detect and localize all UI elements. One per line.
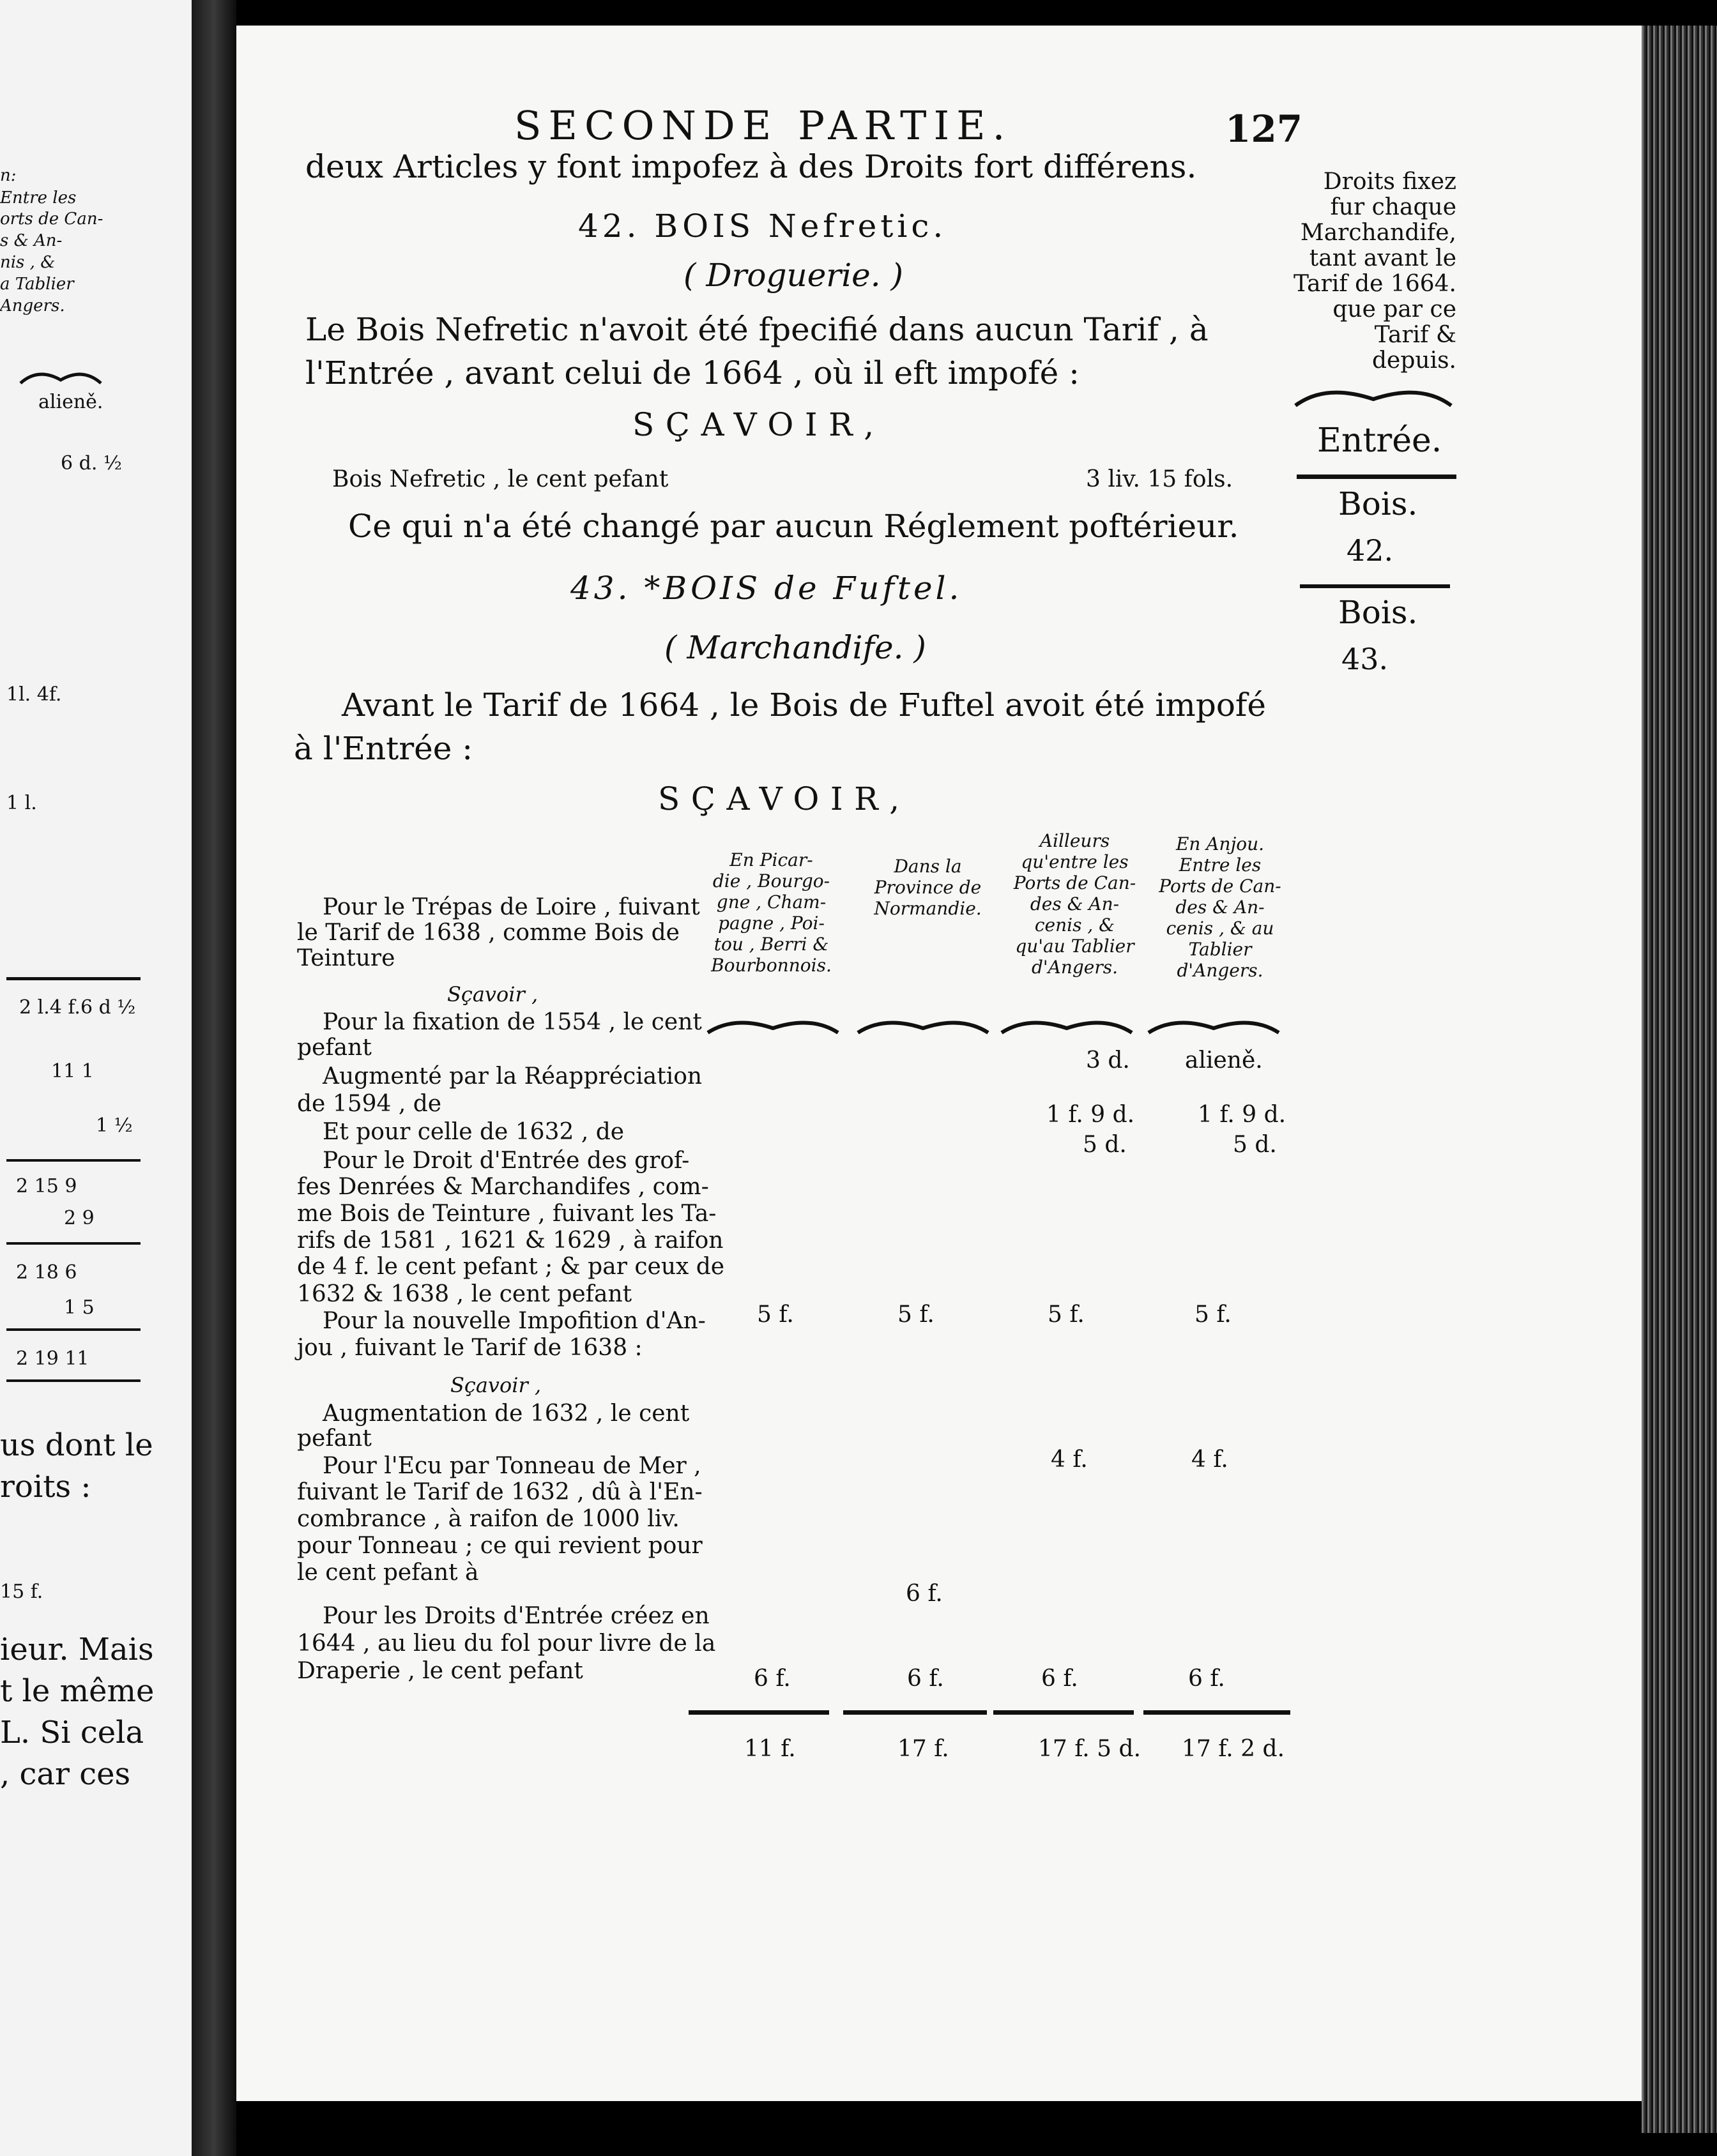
page-edges bbox=[1642, 26, 1717, 2133]
cell-value: 1 f. 9 d. bbox=[1046, 1102, 1135, 1128]
cell-value: 5 f. bbox=[757, 1302, 794, 1328]
article-43-title: 43. *BOIS de Fuftel. bbox=[570, 570, 963, 607]
column-brace bbox=[1000, 1012, 1134, 1038]
row-label-line: rifs de 1581 , 1621 & 1629 , à raifon bbox=[297, 1227, 724, 1254]
column-brace bbox=[706, 1012, 840, 1038]
left-rule bbox=[6, 1328, 141, 1331]
column-header-normandie bbox=[859, 856, 996, 919]
column-header-line: Dans la bbox=[894, 856, 962, 877]
left-rule bbox=[6, 977, 141, 980]
cell-value: 6 f. bbox=[906, 1581, 943, 1607]
column-header-line: Entre les bbox=[1179, 854, 1262, 876]
cell-value: 6 f. bbox=[907, 1666, 944, 1692]
left-brace bbox=[19, 364, 102, 390]
article-42-category: ( Droguerie. ) bbox=[683, 257, 904, 294]
previous-page-strip bbox=[0, 0, 192, 2156]
column-header-anjou bbox=[1150, 833, 1290, 981]
cell-value: 4 f. bbox=[1051, 1446, 1088, 1473]
continuation-line: deux Articles y font impofez à des Droits fort différens. bbox=[305, 148, 1197, 185]
running-title: SECONDE PARTIE. bbox=[514, 102, 1012, 149]
column-header-line: qu'entre les bbox=[1021, 851, 1129, 872]
row-label-line: me Bois de Teinture , fuivant les Ta- bbox=[297, 1201, 717, 1227]
left-page-line: 2 l.4 f.6 d ½ bbox=[19, 996, 136, 1019]
row-label-line: Et pour celle de 1632 , de bbox=[323, 1119, 625, 1145]
row-label-line: de 1594 , de bbox=[297, 1091, 442, 1117]
column-header-line: cenis , & au bbox=[1166, 918, 1274, 939]
left-page-line: Entre les bbox=[0, 188, 77, 208]
left-page-line: 1 ½ bbox=[96, 1114, 133, 1137]
total-anjou: 17 f. 2 d. bbox=[1182, 1736, 1285, 1762]
left-page-line: s & An- bbox=[0, 231, 63, 250]
left-page-line: 2 9 bbox=[64, 1207, 95, 1229]
row-label-line: jou , fuivant le Tarif de 1638 : bbox=[297, 1335, 643, 1361]
column-header-ailleurs bbox=[1003, 830, 1147, 978]
scavoir-heading: SÇAVOIR, bbox=[658, 780, 911, 817]
left-page-line: us dont le bbox=[0, 1427, 153, 1463]
column-header-line: d'Angers. bbox=[1031, 957, 1118, 978]
total-rule bbox=[993, 1710, 1134, 1715]
left-page-line: a Tablier bbox=[0, 275, 74, 294]
row-label-line: Pour les Droits d'Entrée créez en bbox=[323, 1603, 710, 1629]
left-page-line: L. Si cela bbox=[0, 1715, 144, 1750]
margin-num-42: 42. bbox=[1347, 533, 1394, 568]
article-42-conclusion: Ce qui n'a été changé par aucun Réglement poftérieur. bbox=[348, 508, 1239, 545]
cell-value: 5 d. bbox=[1083, 1132, 1127, 1158]
left-page-line: 2 15 9 bbox=[16, 1175, 77, 1197]
cell-value: 5 f. bbox=[897, 1302, 935, 1328]
left-rule bbox=[6, 1379, 141, 1382]
cell-value: 6 f. bbox=[1188, 1666, 1225, 1692]
article-42-paragraph-line-1: Le Bois Nefretic n'avoit été fpecifié dans aucun Tarif , à bbox=[305, 311, 1209, 348]
left-page-line: t le même bbox=[0, 1673, 155, 1709]
column-header-line: qu'au Tablier bbox=[1015, 936, 1134, 957]
column-header-line: En Picar- bbox=[729, 849, 813, 870]
margin-rule bbox=[1297, 474, 1456, 479]
scavoir-heading: SÇAVOIR, bbox=[632, 406, 885, 443]
left-page-line: n: bbox=[0, 166, 17, 185]
row-label-line: Augmenté par la Réappréciation bbox=[323, 1063, 703, 1089]
row-label-line: le Tarif de 1638 , comme Bois de bbox=[297, 920, 680, 946]
cell-value: 5 d. bbox=[1233, 1132, 1277, 1158]
left-page-line: Angers. bbox=[0, 296, 65, 315]
cell-value: 6 f. bbox=[1041, 1666, 1078, 1692]
left-page-line: 6 d. ½ bbox=[61, 452, 122, 474]
left-page-line: , car ces bbox=[0, 1756, 131, 1792]
total-picardie: 11 f. bbox=[744, 1736, 796, 1762]
row-label-line: Draperie , le cent pefant bbox=[297, 1658, 583, 1684]
column-header-line: d'Angers. bbox=[1177, 960, 1263, 981]
article-42-title: 42. BOIS Nefretic. bbox=[578, 208, 947, 245]
column-header-line: Province de bbox=[874, 877, 982, 898]
left-page-line: orts de Can- bbox=[0, 209, 103, 229]
row-label-line: pefant bbox=[297, 1425, 372, 1452]
column-header-line: des & An- bbox=[1175, 897, 1265, 918]
column-header-line: pagne , Poi- bbox=[718, 913, 825, 934]
row-label-line: de 4 f. le cent pefant ; & par ceux de bbox=[297, 1254, 725, 1280]
row-label-line: combrance , à raifon de 1000 liv. bbox=[297, 1506, 680, 1532]
left-page-line: 2 19 11 bbox=[16, 1348, 89, 1370]
column-header-line: gne , Cham- bbox=[716, 892, 827, 913]
article-43-paragraph-line-1: Avant le Tarif de 1664 , le Bois de Fuftel avoit été impofé bbox=[342, 687, 1267, 724]
left-page-line: 1 5 bbox=[64, 1296, 95, 1319]
column-header-line: Ailleurs bbox=[1039, 830, 1110, 851]
margin-num-43: 43. bbox=[1341, 642, 1389, 676]
column-header-line: tou , Berri & bbox=[714, 934, 829, 955]
row-label-line: 1644 , au lieu du fol pour livre de la bbox=[297, 1630, 716, 1657]
left-page-line: 2 18 6 bbox=[16, 1261, 77, 1284]
column-header-line: Ports de Can- bbox=[1159, 876, 1281, 897]
left-page-line: 15 f. bbox=[0, 1581, 43, 1603]
row-label-line: le cent pefant à bbox=[297, 1560, 479, 1586]
nefretic-value: 3 liv. 15 fols. bbox=[1086, 466, 1233, 492]
cell-value: 1 f. 9 d. bbox=[1198, 1102, 1286, 1128]
article-43-paragraph-line-2: à l'Entrée : bbox=[294, 730, 473, 767]
page-number: 127 bbox=[1225, 107, 1303, 151]
left-page-line: roits : bbox=[0, 1469, 91, 1505]
left-page-line: ieur. Mais bbox=[0, 1632, 154, 1667]
left-page-line: 11 1 bbox=[51, 1060, 94, 1082]
row-label-line: fes Denrées & Marchandifes , com- bbox=[297, 1174, 709, 1200]
column-header-line: Normandie. bbox=[874, 898, 982, 919]
column-brace bbox=[1147, 1012, 1281, 1038]
row-label-line: 1632 & 1638 , le cent pefant bbox=[297, 1281, 632, 1307]
left-rule bbox=[6, 1159, 141, 1162]
total-rule bbox=[689, 1710, 829, 1715]
total-rule bbox=[843, 1710, 987, 1715]
column-header-line: Ports de Can- bbox=[1013, 872, 1136, 893]
total-normandie: 17 f. bbox=[897, 1736, 949, 1762]
cell-value: 6 f. bbox=[754, 1666, 791, 1692]
article-43-category: ( Marchandife. ) bbox=[664, 629, 926, 666]
margin-rule bbox=[1300, 584, 1450, 588]
row-label-line: Augmentation de 1632 , le cent bbox=[323, 1401, 690, 1427]
row-label-line: Pour le Droit d'Entrée des grof- bbox=[323, 1148, 690, 1174]
cell-value: alieně. bbox=[1185, 1047, 1263, 1074]
column-header-line: Bourbonnois. bbox=[711, 955, 832, 976]
left-rule bbox=[6, 1242, 141, 1245]
margin-entree: Entrée. bbox=[1317, 421, 1442, 460]
column-header-picardie bbox=[709, 849, 834, 976]
left-page-line: 1l. 4f. bbox=[6, 683, 62, 706]
row-label-line: fuivant le Tarif de 1632 , dû à l'En- bbox=[297, 1479, 703, 1505]
column-header-line: Tablier bbox=[1188, 939, 1252, 960]
left-page-line: 1 l. bbox=[6, 792, 37, 814]
row-label-line: pefant bbox=[297, 1035, 372, 1061]
row-label-line: Pour le Trépas de Loire , fuivant bbox=[323, 894, 700, 920]
cell-value: 3 d. bbox=[1086, 1047, 1130, 1074]
cell-value: 4 f. bbox=[1191, 1446, 1228, 1473]
nefretic-item: Bois Nefretic , le cent pefant bbox=[332, 466, 669, 492]
column-header-line: des & An- bbox=[1030, 893, 1120, 915]
left-page-line: nis , & bbox=[0, 253, 56, 272]
row-label-line: Sçavoir , bbox=[450, 1373, 542, 1397]
row-label-line: Sçavoir , bbox=[447, 982, 538, 1006]
margin-bois-42: Bois. bbox=[1338, 485, 1418, 522]
column-header-line: En Anjou. bbox=[1175, 833, 1265, 854]
row-label-line: pour Tonneau ; ce qui revient pour bbox=[297, 1533, 703, 1559]
cell-value: 5 f. bbox=[1048, 1302, 1085, 1328]
margin-bois-43: Bois. bbox=[1338, 594, 1418, 631]
column-header-line: cenis , & bbox=[1034, 915, 1115, 936]
row-label-line: Pour la nouvelle Impofition d'An- bbox=[323, 1308, 706, 1334]
margin-brace bbox=[1293, 380, 1453, 412]
margin-note: Droits fixez fur chaque Marchandife, tant avant le Tarif de 1664. que par ce Tarif & depuis. bbox=[1293, 169, 1456, 374]
column-header-line: die , Bourgo- bbox=[712, 870, 830, 892]
article-42-paragraph-line-2: l'Entrée , avant celui de 1664 , où il eft impofé : bbox=[305, 354, 1080, 391]
column-brace bbox=[856, 1012, 990, 1038]
book-gutter bbox=[192, 0, 236, 2156]
left-page-line: alieně. bbox=[38, 391, 103, 413]
cell-value: 5 f. bbox=[1194, 1302, 1232, 1328]
row-label-line: Pour l'Ecu par Tonneau de Mer , bbox=[323, 1453, 701, 1479]
row-label-line: Teinture bbox=[297, 945, 395, 971]
total-ailleurs: 17 f. 5 d. bbox=[1038, 1736, 1141, 1762]
total-rule bbox=[1143, 1710, 1290, 1715]
row-label-line: Pour la fixation de 1554 , le cent bbox=[323, 1009, 702, 1035]
